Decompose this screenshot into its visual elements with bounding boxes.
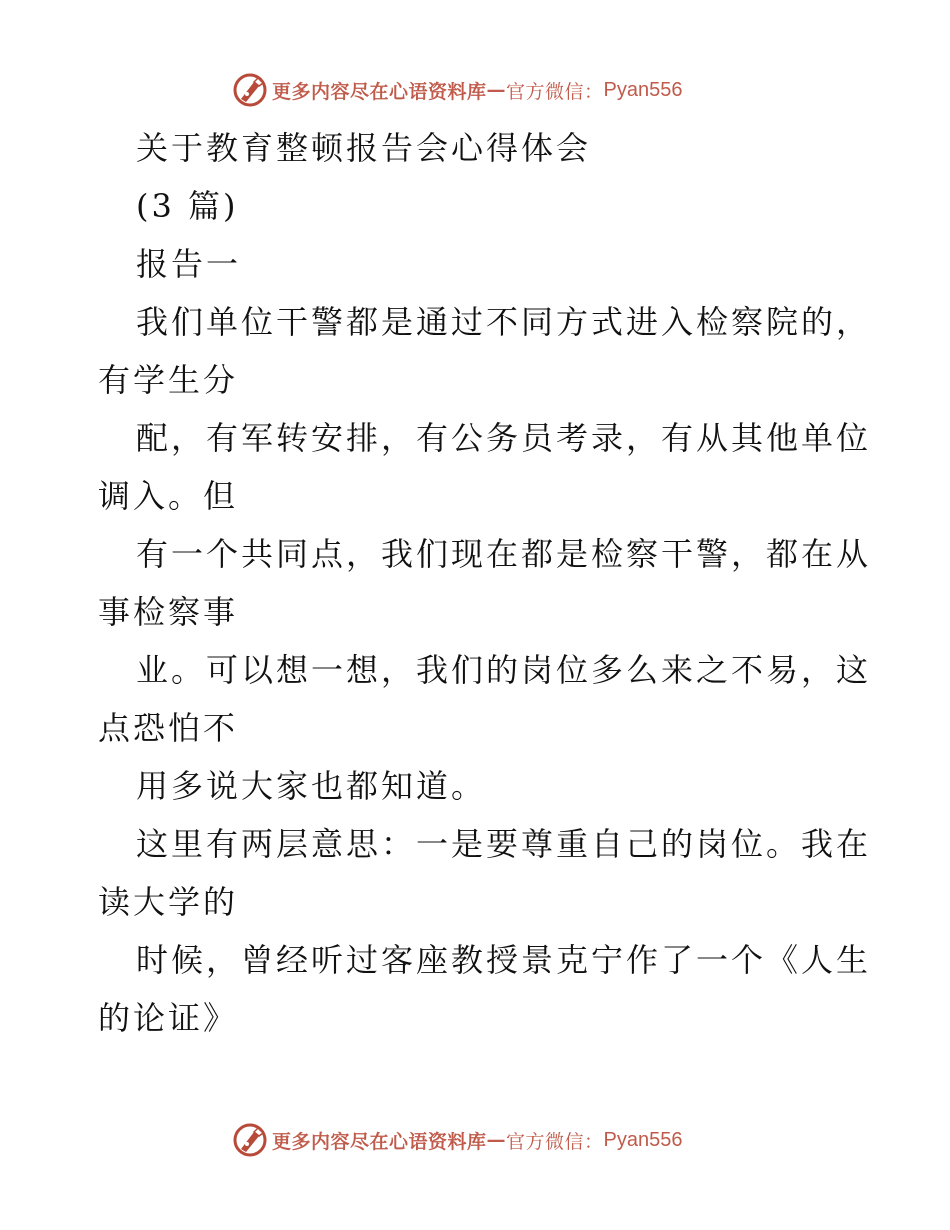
- paragraph-line: 有学生分: [98, 361, 239, 399]
- paragraph-line: 读大学的: [98, 883, 239, 921]
- footer-banner: [232, 1122, 683, 1158]
- document-subtitle: (3 篇): [136, 187, 239, 225]
- pen-nib-logo-icon: [232, 72, 268, 108]
- pen-nib-logo-icon: [232, 1122, 268, 1158]
- header-banner: [232, 72, 683, 108]
- paragraph-line: 业。可以想一想，我们的岗位多么来之不易，这: [136, 651, 872, 689]
- paragraph-line: 点恐怕不: [98, 709, 239, 747]
- paragraph-line: 我们单位干警都是通过不同方式进入检察院的，: [136, 303, 872, 341]
- banner-text: 更多内容尽在心语资料库: [272, 80, 487, 103]
- banner-separator: —: [486, 79, 507, 101]
- banner-separator: —: [486, 1129, 507, 1151]
- document-title: 关于教育整顿报告会心得体会: [136, 129, 592, 167]
- paragraph-line: 时候，曾经听过客座教授景克宁作了一个《人生: [136, 941, 872, 979]
- paragraph-line: 这里有两层意思：一是要尊重自己的岗位。我在: [136, 825, 872, 863]
- paragraph-line: 事检察事: [98, 593, 239, 631]
- banner-label: 官方微信：: [506, 1130, 604, 1153]
- paragraph-line: 用多说大家也都知道。: [136, 767, 487, 805]
- paragraph-line: 的论证》: [98, 999, 239, 1037]
- paragraph-line: 配，有军转安排，有公务员考录，有从其他单位: [136, 419, 872, 457]
- banner-handle: Pyan556: [603, 1128, 683, 1151]
- banner-text: 更多内容尽在心语资料库: [272, 1130, 487, 1153]
- paragraph-line: 有一个共同点，我们现在都是检察干警，都在从: [136, 535, 872, 573]
- section-heading: 报告一: [136, 245, 242, 283]
- banner-handle: Pyan556: [603, 78, 683, 101]
- paragraph-line: 调入。但: [98, 477, 239, 515]
- banner-label: 官方微信：: [506, 80, 604, 103]
